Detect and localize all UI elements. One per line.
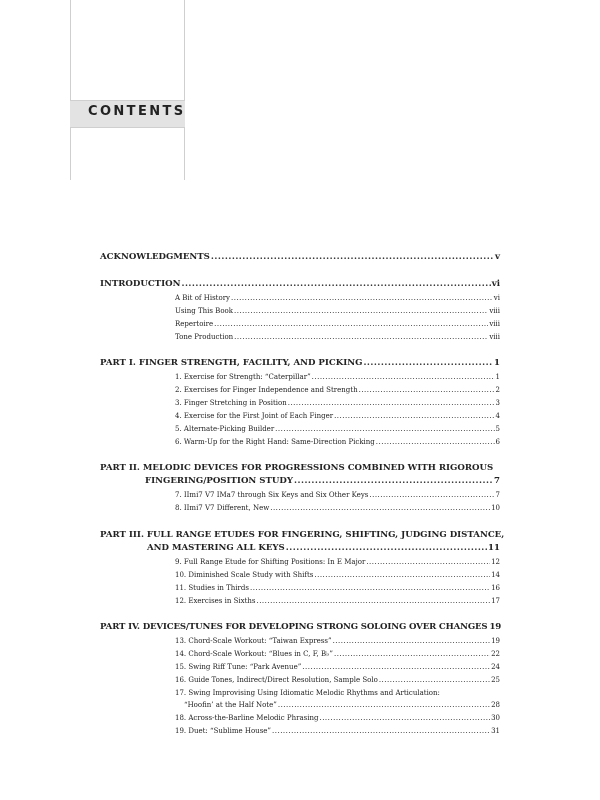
leader-dots bbox=[234, 333, 488, 341]
toc-subentry-label: Tone Production bbox=[175, 333, 234, 341]
toc-subentry[interactable] bbox=[175, 425, 500, 433]
toc-entry-label: INTRODUCTION bbox=[100, 279, 181, 289]
toc-entry-page: 19 bbox=[489, 622, 502, 632]
toc-subentry-page: 14 bbox=[491, 571, 500, 579]
toc-subentry[interactable] bbox=[175, 637, 500, 645]
leader-dots bbox=[363, 358, 493, 368]
toc-subentry-page: 12 bbox=[491, 558, 500, 566]
toc-subentry-page: 5 bbox=[495, 425, 500, 433]
leader-dots bbox=[302, 663, 490, 671]
toc-entry-acknowledgments[interactable] bbox=[100, 252, 500, 262]
leader-dots bbox=[359, 386, 495, 394]
toc-subentry[interactable] bbox=[175, 320, 500, 328]
toc-subentry-page: viii bbox=[489, 307, 500, 315]
toc-subentry-label: 10. Diminished Scale Study with Shifts bbox=[175, 571, 314, 579]
toc-subentry-page: viii bbox=[489, 333, 500, 341]
toc-subentry[interactable] bbox=[175, 663, 500, 671]
toc-subentry[interactable] bbox=[175, 571, 500, 579]
frame-line-left bbox=[70, 0, 71, 180]
toc-subentry[interactable] bbox=[175, 333, 500, 341]
leader-dots bbox=[366, 558, 490, 566]
toc-subentry-label: 16. Guide Tones, Indirect/Direct Resolution, Sample Solo bbox=[175, 676, 378, 684]
toc-subentry-label: 15. Swing Riff Tune: “Park Avenue” bbox=[175, 663, 302, 671]
toc-subentry[interactable] bbox=[175, 676, 500, 684]
toc-subentry-page: 4 bbox=[495, 412, 500, 420]
leader-dots bbox=[376, 438, 495, 446]
leader-dots bbox=[270, 504, 490, 512]
toc-subentry-label: 6. Warm-Up for the Right Hand: Same-Direction Picking bbox=[175, 438, 375, 446]
toc-subentry[interactable] bbox=[175, 727, 500, 735]
toc-subentry-page: 7 bbox=[495, 491, 500, 499]
toc-subentry-label: “Hoofin’ at the Half Note” bbox=[184, 701, 277, 709]
frame-line-right bbox=[184, 0, 185, 180]
toc-entry-part-4[interactable] bbox=[100, 622, 500, 632]
toc-subentry-label: 13. Chord-Scale Workout: “Taiwan Express” bbox=[175, 637, 332, 645]
toc-entry-page: 1 bbox=[494, 358, 500, 368]
toc-subentry-label: 2. Exercises for Finger Independence and Strength bbox=[175, 386, 358, 394]
toc-entry-part-2[interactable] bbox=[145, 476, 500, 486]
toc-entry-label: FINGERING/POSITION STUDY bbox=[145, 476, 293, 486]
toc-subentry-page: 19 bbox=[491, 637, 500, 645]
leader-dots bbox=[333, 637, 491, 645]
leader-dots bbox=[319, 714, 490, 722]
toc-subentry-label: 14. Chord-Scale Workout: “Blues in C, F, B♭” bbox=[175, 650, 333, 658]
toc-subentry-page: 16 bbox=[491, 584, 500, 592]
toc-entry-part-3-line-1[interactable]: PART III. FULL RANGE ETUDES FOR FINGERING, SHIFTING, JUDGING DISTANCE, bbox=[100, 530, 505, 540]
toc-subentry-label: 18. Across-the-Barline Melodic Phrasing bbox=[175, 714, 319, 722]
toc-entry-label: ACKNOWLEDGMENTS bbox=[100, 252, 210, 262]
page-title: CONTENTS bbox=[88, 104, 186, 119]
toc-subentry[interactable] bbox=[175, 307, 500, 315]
toc-subentry-label: 11. Studies in Thirds bbox=[175, 584, 249, 592]
leader-dots bbox=[214, 320, 488, 328]
toc-subentry[interactable] bbox=[175, 491, 500, 499]
toc-entry-page: vi bbox=[491, 279, 500, 289]
toc-subentry-page: 1 bbox=[495, 373, 500, 381]
toc-subentry-page: viii bbox=[489, 320, 500, 328]
toc-entry-page: 7 bbox=[494, 476, 500, 486]
toc-entry-part-3[interactable] bbox=[147, 543, 500, 553]
toc-subentry[interactable] bbox=[175, 294, 500, 302]
toc-subentry-label: 7. IImi7 V7 IMa7 through Six Keys and Six Other Keys bbox=[175, 491, 369, 499]
toc-subentry[interactable] bbox=[175, 386, 500, 394]
leader-dots bbox=[250, 584, 490, 592]
leader-dots bbox=[234, 307, 488, 315]
toc-subentry-page: 10 bbox=[491, 504, 500, 512]
leader-dots bbox=[231, 294, 493, 302]
toc-subentry-page: 17 bbox=[491, 597, 500, 605]
leader-dots bbox=[294, 476, 493, 486]
toc-subentry-label: 12. Exercises in Sixths bbox=[175, 597, 256, 605]
toc-subentry-label: 8. IImi7 V7 Different, New bbox=[175, 504, 270, 512]
leader-dots bbox=[314, 571, 490, 579]
leader-dots bbox=[272, 727, 490, 735]
toc-subentry[interactable] bbox=[175, 714, 500, 722]
leader-dots bbox=[286, 543, 487, 553]
toc-subentry-page: 25 bbox=[491, 676, 500, 684]
toc-subentry-line-1[interactable]: 17. Swing Improvising Using Idiomatic Melodic Rhythms and Articulation: bbox=[175, 689, 440, 697]
toc-subentry-label: 5. Alternate-Picking Builder bbox=[175, 425, 275, 433]
toc-subentry-page: 31 bbox=[491, 727, 500, 735]
leader-dots bbox=[288, 399, 495, 407]
toc-subentry[interactable] bbox=[175, 504, 500, 512]
leader-dots bbox=[334, 650, 490, 658]
toc-entry-label: PART I. FINGER STRENGTH, FACILITY, AND PICKING bbox=[100, 358, 363, 368]
toc-subentry-label: 3. Finger Stretching in Position bbox=[175, 399, 287, 407]
toc-subentry-page: 2 bbox=[495, 386, 500, 394]
leader-dots bbox=[256, 597, 490, 605]
toc-subentry-label: 19. Duet: “Sublime House” bbox=[175, 727, 272, 735]
toc-subentry-label: 1. Exercise for Strength: “Caterpillar” bbox=[175, 373, 311, 381]
toc-entry-page: 11 bbox=[488, 543, 500, 553]
toc-subentry[interactable] bbox=[175, 584, 500, 592]
toc-subentry[interactable] bbox=[175, 412, 500, 420]
toc-subentry[interactable] bbox=[175, 438, 500, 446]
toc-entry-part-1[interactable] bbox=[100, 358, 500, 368]
toc-subentry[interactable] bbox=[175, 399, 500, 407]
leader-dots bbox=[312, 373, 495, 381]
toc-subentry-page: 22 bbox=[491, 650, 500, 658]
toc-subentry-label: A Bit of History bbox=[175, 294, 230, 302]
toc-entry-part-2-line-1[interactable]: PART II. MELODIC DEVICES FOR PROGRESSIONS COMBINED WITH RIGOROUS bbox=[100, 463, 494, 473]
toc-subentry-page: 24 bbox=[491, 663, 500, 671]
toc-entry-label: AND MASTERING ALL KEYS bbox=[147, 543, 285, 553]
leader-dots bbox=[278, 701, 490, 709]
leader-dots bbox=[275, 425, 494, 433]
toc-entry-introduction[interactable] bbox=[100, 279, 500, 289]
leader-dots bbox=[334, 412, 494, 420]
leader-dots bbox=[181, 279, 490, 289]
toc-subentry-page: 28 bbox=[491, 701, 500, 709]
toc-subentry[interactable] bbox=[175, 373, 500, 381]
toc-subentry-page: 6 bbox=[495, 438, 500, 446]
toc-subentry-label: 9. Full Range Etude for Shifting Positions: In E Major bbox=[175, 558, 366, 566]
leader-dots bbox=[379, 676, 490, 684]
toc-subentry-page: vi bbox=[493, 294, 500, 302]
toc-subentry-label: Using This Book bbox=[175, 307, 233, 315]
leader-dots bbox=[211, 252, 494, 262]
toc-subentry-label: Repertoire bbox=[175, 320, 214, 328]
toc-subentry[interactable] bbox=[175, 650, 500, 658]
toc-subentry[interactable] bbox=[175, 558, 500, 566]
leader-dots bbox=[369, 491, 494, 499]
toc-entry-label: PART IV. DEVICES/TUNES FOR DEVELOPING STRONG SOLOING OVER CHANGES bbox=[100, 622, 488, 632]
toc-subentry-label: 4. Exercise for the First Joint of Each Finger bbox=[175, 412, 334, 420]
toc-subentry[interactable] bbox=[175, 597, 500, 605]
toc-subentry-page: 3 bbox=[495, 399, 500, 407]
toc-subentry-page: 30 bbox=[491, 714, 500, 722]
toc-entry-page: v bbox=[495, 252, 500, 262]
toc-subentry[interactable] bbox=[184, 701, 500, 709]
